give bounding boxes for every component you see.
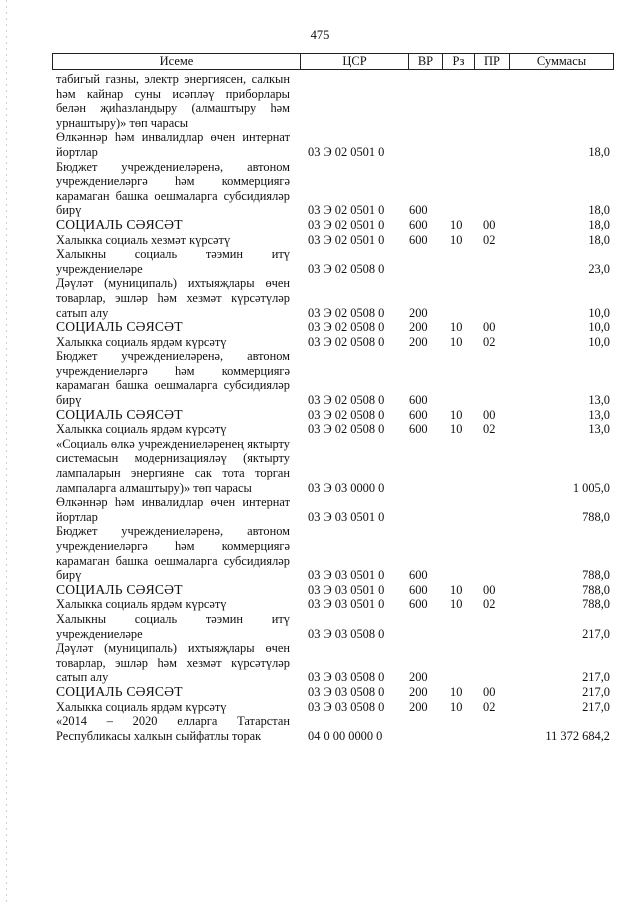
row-sum: 10,0: [588, 320, 610, 335]
table-row: [52, 714, 614, 743]
row-csr: 03 Э 03 0501 0: [308, 568, 385, 583]
row-pr: 02: [483, 699, 496, 714]
table-row: [52, 597, 614, 612]
row-rz: 10: [450, 217, 463, 232]
row-name: Өлкәннәр һәм инвалидлар өчен интернат йортлар: [56, 495, 290, 524]
table-row: [52, 700, 614, 715]
table-row: [52, 247, 614, 276]
row-sum: 788,0: [582, 582, 610, 597]
row-csr: 03 Э 03 0501 0: [308, 582, 385, 597]
table-row: [52, 72, 614, 130]
row-sum: 13,0: [588, 393, 610, 408]
row-rz: 10: [450, 699, 463, 714]
row-sum: 18,0: [588, 144, 610, 159]
row-pr: 02: [483, 232, 496, 247]
row-vr: 600: [409, 393, 428, 408]
row-name: табигый газны, электр энергиясен, салкын һәм кайнар суны исәпләү приборлары белән җиһазландыру (алмаштыру һәм урнаштыру)» төп чарасы: [56, 72, 290, 130]
table-row: [52, 408, 614, 423]
header-name: Исеме: [53, 54, 301, 69]
row-rz: 10: [450, 334, 463, 349]
row-sum: 13,0: [588, 407, 610, 422]
row-csr: 03 Э 03 0000 0: [308, 480, 385, 495]
row-sum: 788,0: [582, 568, 610, 583]
row-name: Халыкка социаль хезмәт күрсәтү: [56, 232, 231, 247]
row-vr: 600: [409, 232, 428, 247]
row-sum: 10,0: [588, 305, 610, 320]
table-row: [52, 320, 614, 335]
row-vr: 200: [409, 684, 428, 699]
page-number: 475: [310, 28, 330, 42]
row-vr: 600: [409, 582, 428, 597]
row-rz: 10: [450, 684, 463, 699]
row-sum: 11 372 684,2: [545, 728, 610, 743]
row-csr: 03 Э 02 0501 0: [308, 144, 385, 159]
row-csr: 03 Э 02 0501 0: [308, 203, 385, 218]
row-name: Халыкка социаль ярдәм күрсәтү: [56, 597, 227, 612]
row-sum: 217,0: [582, 699, 610, 714]
row-csr: 03 Э 02 0508 0: [308, 407, 385, 422]
row-name: Өлкәннәр һәм инвалидлар өчен интернат йортлар: [56, 130, 290, 159]
table-row: [52, 641, 614, 685]
row-csr: 03 Э 02 0501 0: [308, 217, 385, 232]
row-rz: 10: [450, 582, 463, 597]
row-vr: 200: [409, 699, 428, 714]
row-name: Бюджет учреждениеләренә, автоном учреждениеләргә һәм коммерциягә карамаган башка оешмаларга субсидияләр бирү: [56, 524, 290, 583]
row-name: Халыкны социаль тәэмин итү учреждениеләре: [56, 611, 290, 641]
table-row: [52, 276, 614, 320]
row-name: Дәүләт (муниципаль) ихтыяҗлары өчен товарлар, эшләр һәм хезмәт күрсәтүләр сатып алу: [56, 276, 290, 320]
row-name: Бюджет учреждениеләренә, автоном учреждениеләргә һәм коммерциягә карамаган башка оешмаларга субсидияләр бирү: [56, 349, 290, 408]
row-sum: 788,0: [582, 509, 610, 524]
row-sum: 13,0: [588, 422, 610, 437]
row-name: Дәүләт (муниципаль) ихтыяҗлары өчен товарлар, эшләр һәм хезмәт күрсәтүләр сатып алу: [56, 641, 290, 685]
row-name: СОЦИАЛЬ СӘЯСӘТ: [56, 581, 183, 597]
table-row: [52, 685, 614, 700]
row-csr: 03 Э 02 0508 0: [308, 305, 385, 320]
table-row: [52, 233, 614, 248]
row-pr: 00: [483, 582, 496, 597]
row-vr: 600: [409, 217, 428, 232]
table-row: [52, 422, 614, 437]
row-vr: 600: [409, 568, 428, 583]
header-csr: ЦСР: [301, 54, 409, 69]
row-csr: 03 Э 02 0501 0: [308, 232, 385, 247]
table-row: [52, 583, 614, 598]
table-row: [52, 349, 614, 407]
row-name: СОЦИАЛЬ СӘЯСӘТ: [56, 406, 183, 422]
row-pr: 00: [483, 407, 496, 422]
row-sum: 217,0: [582, 626, 610, 641]
table-row: [52, 495, 614, 524]
row-vr: 200: [409, 334, 428, 349]
header-sum: Суммасы: [536, 54, 587, 68]
row-pr: 02: [483, 597, 496, 612]
row-sum: 217,0: [582, 684, 610, 699]
row-name: Халыкка социаль ярдәм күрсәтү: [56, 334, 227, 349]
row-name: Халыкка социаль ярдәм күрсәтү: [56, 422, 227, 437]
row-name: СОЦИАЛЬ СӘЯСӘТ: [56, 319, 183, 335]
table-row: [52, 130, 614, 159]
table-row: [52, 524, 614, 582]
row-name: «2014 – 2020 елларга Татарстан Республикасы халкын сыйфатлы торак: [56, 714, 290, 743]
header-rz: Рз: [443, 54, 475, 69]
row-name: Халыкны социаль тәэмин итү учреждениеләре: [56, 247, 290, 276]
row-rz: 10: [450, 407, 463, 422]
row-sum: 18,0: [588, 217, 610, 232]
row-csr: 03 Э 02 0508 0: [308, 320, 385, 335]
row-rz: 10: [450, 422, 463, 437]
table-header: [52, 53, 614, 70]
table-row: [52, 437, 614, 495]
row-sum: 10,0: [588, 334, 610, 349]
row-name: СОЦИАЛЬ СӘЯСӘТ: [56, 683, 183, 699]
table-row: [52, 218, 614, 233]
row-vr: 200: [409, 305, 428, 320]
row-pr: 00: [483, 684, 496, 699]
row-csr: 03 Э 03 0501 0: [308, 597, 385, 612]
row-name: «Социаль өлкә учреждениеләренең яктырту системасын модернизацияләү (яктырту лампаларын энергияне сак тота торган лампаларга алмаштыру)» төп чарасы: [56, 436, 290, 495]
row-name: СОЦИАЛЬ СӘЯСӘТ: [56, 216, 183, 232]
row-csr: 03 Э 03 0508 0: [308, 699, 385, 714]
row-vr: 600: [409, 422, 428, 437]
budget-table-body: [52, 72, 614, 743]
row-vr: 600: [409, 407, 428, 422]
scan-margin-line: [6, 0, 7, 905]
row-sum: 1 005,0: [572, 480, 610, 495]
row-sum: 23,0: [588, 261, 610, 276]
row-csr: 03 Э 02 0508 0: [308, 422, 385, 437]
row-vr: 600: [409, 597, 428, 612]
header-pr: ПР: [475, 54, 510, 69]
row-vr: 200: [409, 320, 428, 335]
row-csr: 03 Э 02 0508 0: [308, 393, 385, 408]
row-name: Халыкка социаль ярдәм күрсәтү: [56, 699, 227, 714]
row-csr: 03 Э 03 0508 0: [308, 684, 385, 699]
row-pr: 02: [483, 422, 496, 437]
row-csr: 03 Э 03 0508 0: [308, 670, 385, 685]
row-vr: 600: [409, 203, 428, 218]
table-row: [52, 160, 614, 218]
row-pr: 00: [483, 320, 496, 335]
row-csr: 03 Э 02 0508 0: [308, 334, 385, 349]
table-row: [52, 612, 614, 641]
row-sum: 18,0: [588, 203, 610, 218]
row-csr: 04 0 00 0000 0: [308, 728, 383, 743]
row-sum: 788,0: [582, 597, 610, 612]
row-csr: 03 Э 03 0501 0: [308, 509, 385, 524]
header-vr: ВР: [409, 54, 443, 69]
row-sum: 217,0: [582, 670, 610, 685]
row-rz: 10: [450, 232, 463, 247]
row-rz: 10: [450, 320, 463, 335]
row-name: Бюджет учреждениеләренә, автоном учреждениеләргә һәм коммерциягә карамаган башка оешмаларга субсидияләр бирү: [56, 159, 290, 218]
row-csr: 03 Э 03 0508 0: [308, 626, 385, 641]
row-sum: 18,0: [588, 232, 610, 247]
row-csr: 03 Э 02 0508 0: [308, 261, 385, 276]
row-vr: 200: [409, 670, 428, 685]
row-rz: 10: [450, 597, 463, 612]
table-row: [52, 335, 614, 350]
row-pr: 02: [483, 334, 496, 349]
row-pr: 00: [483, 217, 496, 232]
